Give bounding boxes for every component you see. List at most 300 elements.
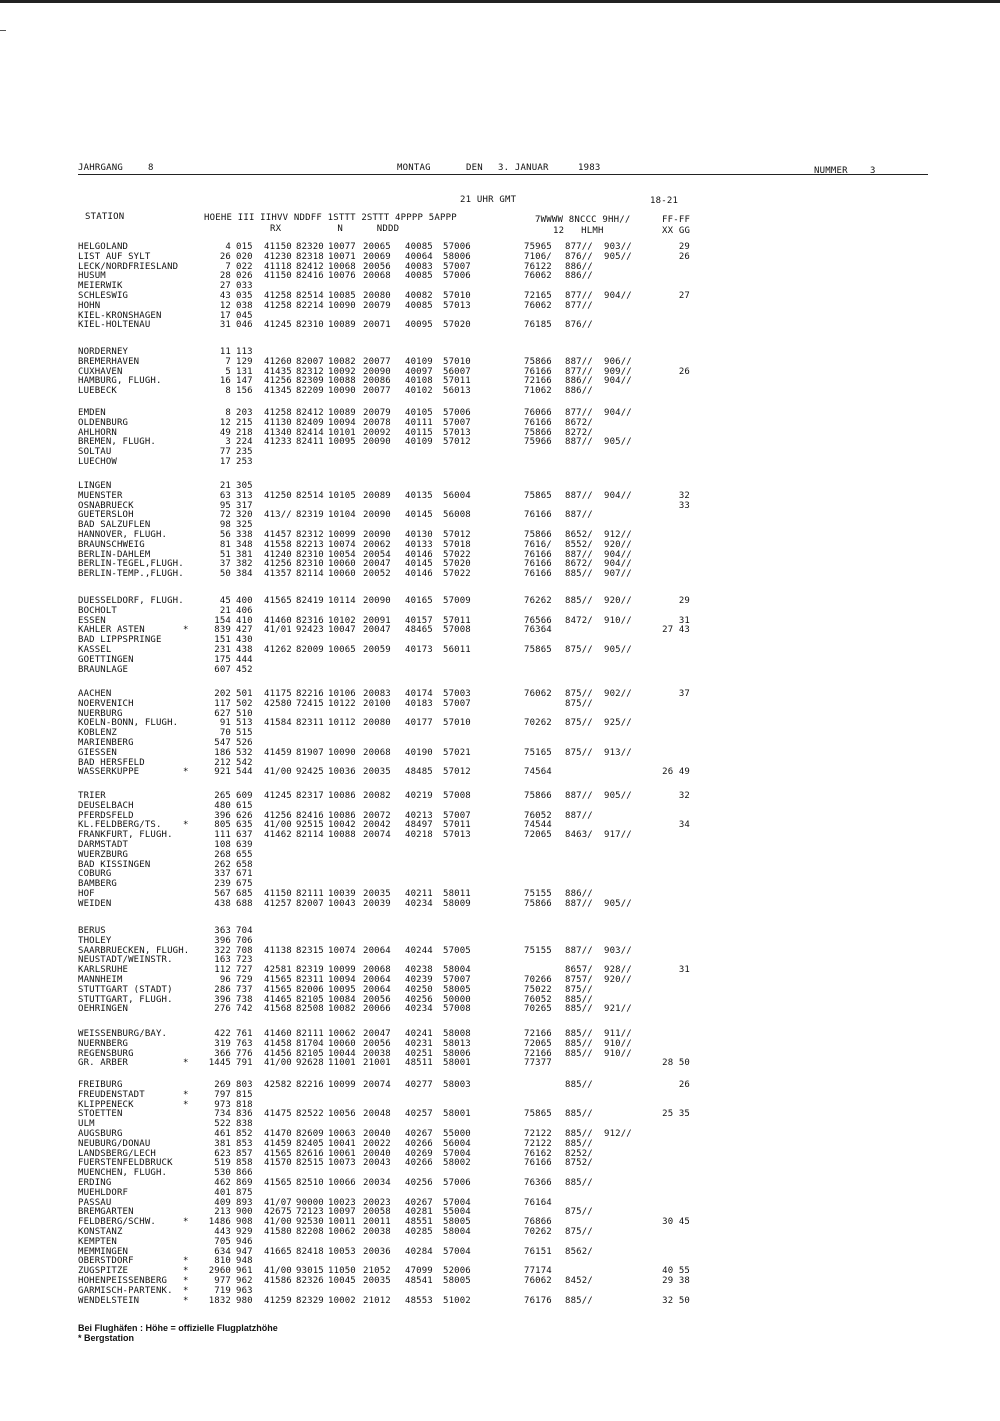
group-2: 82412 bbox=[296, 408, 324, 418]
group-1: 41565 bbox=[264, 1148, 292, 1159]
group-7: 72122 bbox=[524, 1129, 552, 1139]
group-9: 903// bbox=[604, 945, 632, 956]
table-row bbox=[0, 540, 1000, 550]
group-5: 40177 bbox=[405, 718, 433, 729]
group-3: 10112 bbox=[328, 718, 356, 729]
station-name: DEUSELBACH bbox=[78, 800, 134, 811]
station-name: NOERVENICH bbox=[78, 698, 134, 709]
group-9: 904// bbox=[604, 559, 632, 570]
group-6: 56007 bbox=[443, 366, 471, 377]
group-2: 82111 bbox=[296, 889, 324, 899]
group-3: 10060 bbox=[328, 569, 356, 580]
group-5: 40109 bbox=[405, 437, 433, 448]
station-id: 532 bbox=[236, 747, 253, 758]
table-row bbox=[0, 252, 1000, 262]
group-2: 82616 bbox=[296, 1148, 324, 1159]
group-7: 75866 bbox=[524, 530, 552, 540]
group-1: 41/01 bbox=[264, 625, 292, 636]
jahrgang-label: JAHRGANG bbox=[78, 163, 123, 173]
group-7: 76162 bbox=[524, 1148, 552, 1159]
group-1: 41/00 bbox=[264, 767, 292, 778]
group-4: 20047 bbox=[363, 625, 391, 636]
group-6: 57006 bbox=[443, 1178, 471, 1188]
station-name: OLDENBURG bbox=[78, 417, 129, 428]
group-2: 82405 bbox=[296, 1138, 324, 1149]
group-6: 57010 bbox=[443, 291, 471, 301]
station-name: STUTTGART (STADT) bbox=[78, 984, 173, 995]
table-row bbox=[0, 767, 1000, 777]
col-right-codes: 7WWWW 8NCCC 9HH// bbox=[535, 215, 631, 225]
station-id: 671 bbox=[236, 869, 253, 880]
group-4: 20042 bbox=[363, 820, 391, 831]
group-5: 40219 bbox=[405, 791, 433, 801]
station-id: 706 bbox=[236, 935, 253, 946]
group-1: 41240 bbox=[264, 549, 292, 560]
station-id: 635 bbox=[236, 820, 253, 831]
group-5: 40095 bbox=[405, 320, 433, 331]
station-id: 948 bbox=[236, 1256, 253, 1267]
group-1: 41245 bbox=[264, 791, 292, 801]
group-5: 40239 bbox=[405, 975, 433, 985]
group-4: 20071 bbox=[363, 320, 391, 331]
station-name: BAD SALZUFLEN bbox=[78, 520, 151, 531]
group-3: 10105 bbox=[328, 490, 356, 501]
station-name: FREUDENSTADT bbox=[78, 1089, 145, 1100]
station-id: 761 bbox=[236, 1029, 253, 1039]
group-2: 82329 bbox=[296, 1295, 324, 1306]
station-name: OEHRINGEN bbox=[78, 1004, 129, 1015]
group-4: 20064 bbox=[363, 945, 391, 956]
station-name: GOETTINGEN bbox=[78, 654, 134, 665]
group-8: 885// bbox=[565, 1080, 593, 1090]
group-2: 82006 bbox=[296, 984, 324, 995]
group-2: 81907 bbox=[296, 747, 324, 758]
group-7: 7106/ bbox=[524, 251, 552, 262]
table-row bbox=[0, 748, 1000, 758]
station-height: 81 bbox=[219, 539, 231, 550]
station-id: 129 bbox=[236, 356, 253, 367]
group-6: 57022 bbox=[443, 569, 471, 580]
station-height: 151 bbox=[214, 635, 231, 646]
table-row bbox=[0, 437, 1000, 447]
table-row bbox=[0, 1100, 1000, 1110]
group-7: 72065 bbox=[524, 1038, 552, 1049]
station-height: 17 bbox=[219, 457, 231, 467]
group-6: 51002 bbox=[443, 1295, 471, 1306]
group-6: 57012 bbox=[443, 437, 471, 448]
station-name: LUECHOW bbox=[78, 457, 117, 467]
group-2: 82216 bbox=[296, 689, 324, 699]
station-height: 810 bbox=[214, 1256, 231, 1267]
group-8: 8552/ bbox=[565, 539, 593, 550]
group-5: 40130 bbox=[405, 530, 433, 540]
table-row bbox=[0, 709, 1000, 719]
station-id: 838 bbox=[236, 1119, 253, 1130]
group-8: 887// bbox=[565, 791, 593, 801]
table-row bbox=[0, 376, 1000, 386]
table-row bbox=[0, 1286, 1000, 1296]
group-7: 76062 bbox=[524, 300, 552, 311]
station-height: 175 bbox=[214, 654, 231, 665]
group-1: 41462 bbox=[264, 830, 292, 841]
table-row bbox=[0, 1266, 1000, 1276]
mountain-marker: * bbox=[183, 767, 189, 778]
group-8: 875// bbox=[565, 1227, 593, 1237]
station-id: 946 bbox=[236, 1236, 253, 1247]
station-name: NEUSTADT/WEINSTR. bbox=[78, 955, 173, 966]
group-8: 887// bbox=[565, 356, 593, 367]
table-row bbox=[0, 820, 1000, 830]
station-height: 276 bbox=[214, 1004, 231, 1015]
group-7: 75965 bbox=[524, 242, 552, 252]
group-4: 20039 bbox=[363, 898, 391, 909]
table-row bbox=[0, 616, 1000, 626]
group-5: 40250 bbox=[405, 984, 433, 995]
table-row bbox=[0, 320, 1000, 330]
group-8: 885// bbox=[565, 1048, 593, 1059]
group-7: 76062 bbox=[524, 689, 552, 699]
group-7: 76176 bbox=[524, 1295, 552, 1306]
group-4: 20089 bbox=[363, 490, 391, 501]
group-6: 57013 bbox=[443, 300, 471, 311]
table-row bbox=[0, 1188, 1000, 1198]
station-name: BREMERHAVEN bbox=[78, 356, 140, 367]
station-height: 12 bbox=[219, 417, 231, 428]
station-name: AHLHORN bbox=[78, 427, 117, 438]
group-5: 40183 bbox=[405, 698, 433, 709]
group-7: 72166 bbox=[524, 1029, 552, 1039]
group-4: 20079 bbox=[363, 300, 391, 311]
group-3: 10114 bbox=[328, 596, 356, 606]
group-3: 10044 bbox=[328, 1048, 356, 1059]
station-id: 763 bbox=[236, 1038, 253, 1049]
gust-value: 32 bbox=[678, 490, 690, 501]
station-id: 452 bbox=[236, 664, 253, 675]
station-height: 337 bbox=[214, 869, 231, 880]
group-8: 8472/ bbox=[565, 615, 593, 626]
station-height: 37 bbox=[219, 559, 231, 570]
group-7: 75865 bbox=[524, 1109, 552, 1120]
station-name: WENDELSTEIN bbox=[78, 1295, 140, 1306]
station-height: 366 bbox=[214, 1048, 231, 1059]
group-1: 41565 bbox=[264, 975, 292, 985]
station-id: 224 bbox=[236, 437, 253, 448]
header-rule bbox=[78, 174, 928, 175]
station-id: 737 bbox=[236, 984, 253, 995]
group-9: 910// bbox=[604, 615, 632, 626]
station-id: 113 bbox=[236, 347, 253, 357]
group-3: 10099 bbox=[328, 530, 356, 540]
group-3: 10065 bbox=[328, 645, 356, 655]
group-6: 58001 bbox=[443, 1058, 471, 1069]
group-6: 57004 bbox=[443, 1197, 471, 1208]
group-4: 20077 bbox=[363, 356, 391, 367]
group-5: 40173 bbox=[405, 645, 433, 655]
station-height: 396 bbox=[214, 935, 231, 946]
group-3: 10039 bbox=[328, 889, 356, 899]
group-5: 47099 bbox=[405, 1266, 433, 1277]
station-name: HUSUM bbox=[78, 271, 106, 282]
station-height: 462 bbox=[214, 1178, 231, 1188]
station-name: KAHLER ASTEN bbox=[78, 625, 145, 636]
station-name: GIESSEN bbox=[78, 747, 117, 758]
station-id: 893 bbox=[236, 1197, 253, 1208]
group-7: 75966 bbox=[524, 437, 552, 448]
group-6: 56011 bbox=[443, 645, 471, 655]
group-1: 41460 bbox=[264, 615, 292, 626]
group-8: 885// bbox=[565, 569, 593, 580]
station-name: BAMBERG bbox=[78, 879, 117, 890]
group-2: 92515 bbox=[296, 820, 324, 831]
group-4: 20056 bbox=[363, 261, 391, 272]
group-4: 20023 bbox=[363, 1197, 391, 1208]
mountain-marker: * bbox=[183, 1217, 189, 1228]
station-height: 265 bbox=[214, 791, 231, 801]
station-id: 253 bbox=[236, 457, 253, 467]
group-9: 907// bbox=[604, 569, 632, 580]
station-name: MEMMINGEN bbox=[78, 1246, 129, 1257]
station-name: PASSAU bbox=[78, 1197, 112, 1208]
mountain-marker: * bbox=[183, 1285, 189, 1296]
gust-value: 32 bbox=[678, 791, 690, 801]
station-id: 406 bbox=[236, 605, 253, 616]
group-7: 76166 bbox=[524, 549, 552, 560]
group-8: 886// bbox=[565, 376, 593, 387]
group-3: 10094 bbox=[328, 417, 356, 428]
group-8: 887// bbox=[565, 549, 593, 560]
station-id: 501 bbox=[236, 689, 253, 699]
station-id: 685 bbox=[236, 889, 253, 899]
station-height: 96 bbox=[219, 975, 231, 985]
gust-value: 29 bbox=[678, 242, 690, 252]
station-height: 17 bbox=[219, 310, 231, 321]
table-row bbox=[0, 457, 1000, 467]
group-9: 905// bbox=[604, 791, 632, 801]
station-id: 045 bbox=[236, 310, 253, 321]
group-5: 40111 bbox=[405, 417, 433, 428]
group-7: 72122 bbox=[524, 1138, 552, 1149]
station-height: 112 bbox=[214, 965, 231, 976]
gust-value: 33 bbox=[678, 500, 690, 511]
station-name: CUXHAVEN bbox=[78, 366, 123, 377]
station-id: 325 bbox=[236, 520, 253, 531]
station-height: 530 bbox=[214, 1168, 231, 1179]
group-4: 20040 bbox=[363, 1148, 391, 1159]
station-name: OSNABRUECK bbox=[78, 500, 134, 511]
group-1: 41586 bbox=[264, 1276, 292, 1286]
station-height: 623 bbox=[214, 1148, 231, 1159]
group-3: 10089 bbox=[328, 408, 356, 418]
group-8: 877// bbox=[565, 242, 593, 252]
group-5: 48553 bbox=[405, 1295, 433, 1306]
group-1: 41/00 bbox=[264, 1058, 292, 1069]
gust-value: 27 43 bbox=[662, 625, 690, 636]
group-6: 57007 bbox=[443, 698, 471, 709]
group-5: 40105 bbox=[405, 408, 433, 418]
table-row bbox=[0, 559, 1000, 569]
group-4: 20090 bbox=[363, 366, 391, 377]
group-3: 10084 bbox=[328, 994, 356, 1005]
station-name: LIST AUF SYLT bbox=[78, 251, 151, 262]
group-7: 76166 bbox=[524, 417, 552, 428]
group-6: 57013 bbox=[443, 830, 471, 841]
group-6: 57022 bbox=[443, 549, 471, 560]
group-8: 876// bbox=[565, 251, 593, 262]
group-8: 886// bbox=[565, 889, 593, 899]
group-2: 82316 bbox=[296, 615, 324, 626]
table-row bbox=[0, 596, 1000, 606]
group-8: 886// bbox=[565, 386, 593, 397]
group-3: 10045 bbox=[328, 1276, 356, 1286]
group-9: 904// bbox=[604, 549, 632, 560]
station-height: 50 bbox=[219, 569, 231, 580]
table-row bbox=[0, 869, 1000, 879]
group-8: 885// bbox=[565, 1178, 593, 1188]
group-3: 10086 bbox=[328, 810, 356, 821]
table-row bbox=[0, 758, 1000, 768]
group-1: 41565 bbox=[264, 984, 292, 995]
station-id: 853 bbox=[236, 1138, 253, 1149]
group-8: 877// bbox=[565, 291, 593, 301]
group-3: 10063 bbox=[328, 1129, 356, 1139]
group-7: 75155 bbox=[524, 889, 552, 899]
group-3: 10122 bbox=[328, 698, 356, 709]
station-id: 658 bbox=[236, 859, 253, 870]
station-height: 91 bbox=[219, 718, 231, 729]
group-1: 41233 bbox=[264, 437, 292, 448]
group-2: 92425 bbox=[296, 767, 324, 778]
group-5: 40064 bbox=[405, 251, 433, 262]
station-id: 729 bbox=[236, 975, 253, 985]
table-row bbox=[0, 889, 1000, 899]
station-height: 26 bbox=[219, 251, 231, 262]
table-row bbox=[0, 655, 1000, 665]
station-height: 186 bbox=[214, 747, 231, 758]
group-6: 58001 bbox=[443, 1109, 471, 1120]
group-7: 76185 bbox=[524, 320, 552, 331]
station-name: AUGSBURG bbox=[78, 1129, 123, 1139]
group-4: 20043 bbox=[363, 1158, 391, 1169]
group-2: 82318 bbox=[296, 251, 324, 262]
group-4: 20011 bbox=[363, 1217, 391, 1228]
table-row bbox=[0, 1296, 1000, 1306]
station-name: KONSTANZ bbox=[78, 1227, 123, 1237]
group-5: 40135 bbox=[405, 490, 433, 501]
station-height: 461 bbox=[214, 1129, 231, 1139]
group-5: 40146 bbox=[405, 569, 433, 580]
group-1: 41475 bbox=[264, 1109, 292, 1120]
group-6: 57018 bbox=[443, 539, 471, 550]
group-8: 8652/ bbox=[565, 530, 593, 540]
group-1: 41130 bbox=[264, 417, 292, 428]
group-9: 904// bbox=[604, 376, 632, 387]
group-6: 56013 bbox=[443, 386, 471, 397]
group-4: 20056 bbox=[363, 1038, 391, 1049]
group-4: 20077 bbox=[363, 386, 391, 397]
group-1: 41460 bbox=[264, 1029, 292, 1039]
group-2: 82510 bbox=[296, 1178, 324, 1188]
group-2: 82418 bbox=[296, 1246, 324, 1257]
group-9: 904// bbox=[604, 490, 632, 501]
station-id: 147 bbox=[236, 376, 253, 387]
edge-mark bbox=[0, 30, 6, 31]
table-row bbox=[0, 510, 1000, 520]
station-height: 322 bbox=[214, 945, 231, 956]
table-row bbox=[0, 367, 1000, 377]
table-row bbox=[0, 1247, 1000, 1257]
group-3: 10074 bbox=[328, 539, 356, 550]
station-id: 708 bbox=[236, 945, 253, 956]
table-row bbox=[0, 1090, 1000, 1100]
group-5: 40165 bbox=[405, 596, 433, 606]
gust-value: 31 bbox=[678, 965, 690, 976]
group-1: 41435 bbox=[264, 366, 292, 377]
group-6: 58008 bbox=[443, 1029, 471, 1039]
group-9: 905// bbox=[604, 898, 632, 909]
group-6: 57007 bbox=[443, 975, 471, 985]
group-7: 76866 bbox=[524, 1217, 552, 1228]
station-height: 43 bbox=[219, 291, 231, 301]
group-8: 885// bbox=[565, 1138, 593, 1149]
table-row bbox=[0, 718, 1000, 728]
group-9: 905// bbox=[604, 251, 632, 262]
group-9: 905// bbox=[604, 645, 632, 655]
station-name: STUTTGART, FLUGH. bbox=[78, 994, 173, 1005]
group-5: 48511 bbox=[405, 1058, 433, 1069]
group-5: 40102 bbox=[405, 386, 433, 397]
group-2: 82514 bbox=[296, 291, 324, 301]
group-4: 20058 bbox=[363, 1207, 391, 1218]
group-4: 20080 bbox=[363, 718, 391, 729]
group-3: 10090 bbox=[328, 386, 356, 397]
station-id: 858 bbox=[236, 1158, 253, 1169]
group-5: 40256 bbox=[405, 1178, 433, 1188]
table-row bbox=[0, 347, 1000, 357]
group-4: 20079 bbox=[363, 408, 391, 418]
group-4: 20090 bbox=[363, 510, 391, 521]
station-name: PFERDSFELD bbox=[78, 810, 134, 821]
group-5: 40241 bbox=[405, 1029, 433, 1039]
station-name: KIEL-HOLTENAU bbox=[78, 320, 151, 331]
station-name: WUERZBURG bbox=[78, 849, 129, 860]
group-7: 76262 bbox=[524, 596, 552, 606]
group-2: 82312 bbox=[296, 530, 324, 540]
group-4: 20035 bbox=[363, 889, 391, 899]
group-4: 20065 bbox=[363, 242, 391, 252]
col-gg: FF-FF bbox=[662, 215, 691, 225]
group-3: 10060 bbox=[328, 559, 356, 570]
station-height: 409 bbox=[214, 1197, 231, 1208]
table-row bbox=[0, 850, 1000, 860]
group-8: 885// bbox=[565, 596, 593, 606]
group-4: 20056 bbox=[363, 994, 391, 1005]
station-name: HAMBURG, FLUGH. bbox=[78, 376, 162, 387]
group-3: 10011 bbox=[328, 1217, 356, 1228]
station-name: NORDERNEY bbox=[78, 347, 129, 357]
station-name: HOF bbox=[78, 889, 95, 899]
group-3: 10047 bbox=[328, 625, 356, 636]
group-1: 413// bbox=[264, 510, 292, 521]
group-5: 40281 bbox=[405, 1207, 433, 1218]
gust-value: 26 bbox=[678, 251, 690, 262]
table-row bbox=[0, 1039, 1000, 1049]
group-2: 82412 bbox=[296, 261, 324, 272]
group-9: 913// bbox=[604, 747, 632, 758]
group-5: 40211 bbox=[405, 889, 433, 899]
group-8: 877// bbox=[565, 300, 593, 311]
group-1: 41558 bbox=[264, 539, 292, 550]
group-1: 41150 bbox=[264, 242, 292, 252]
